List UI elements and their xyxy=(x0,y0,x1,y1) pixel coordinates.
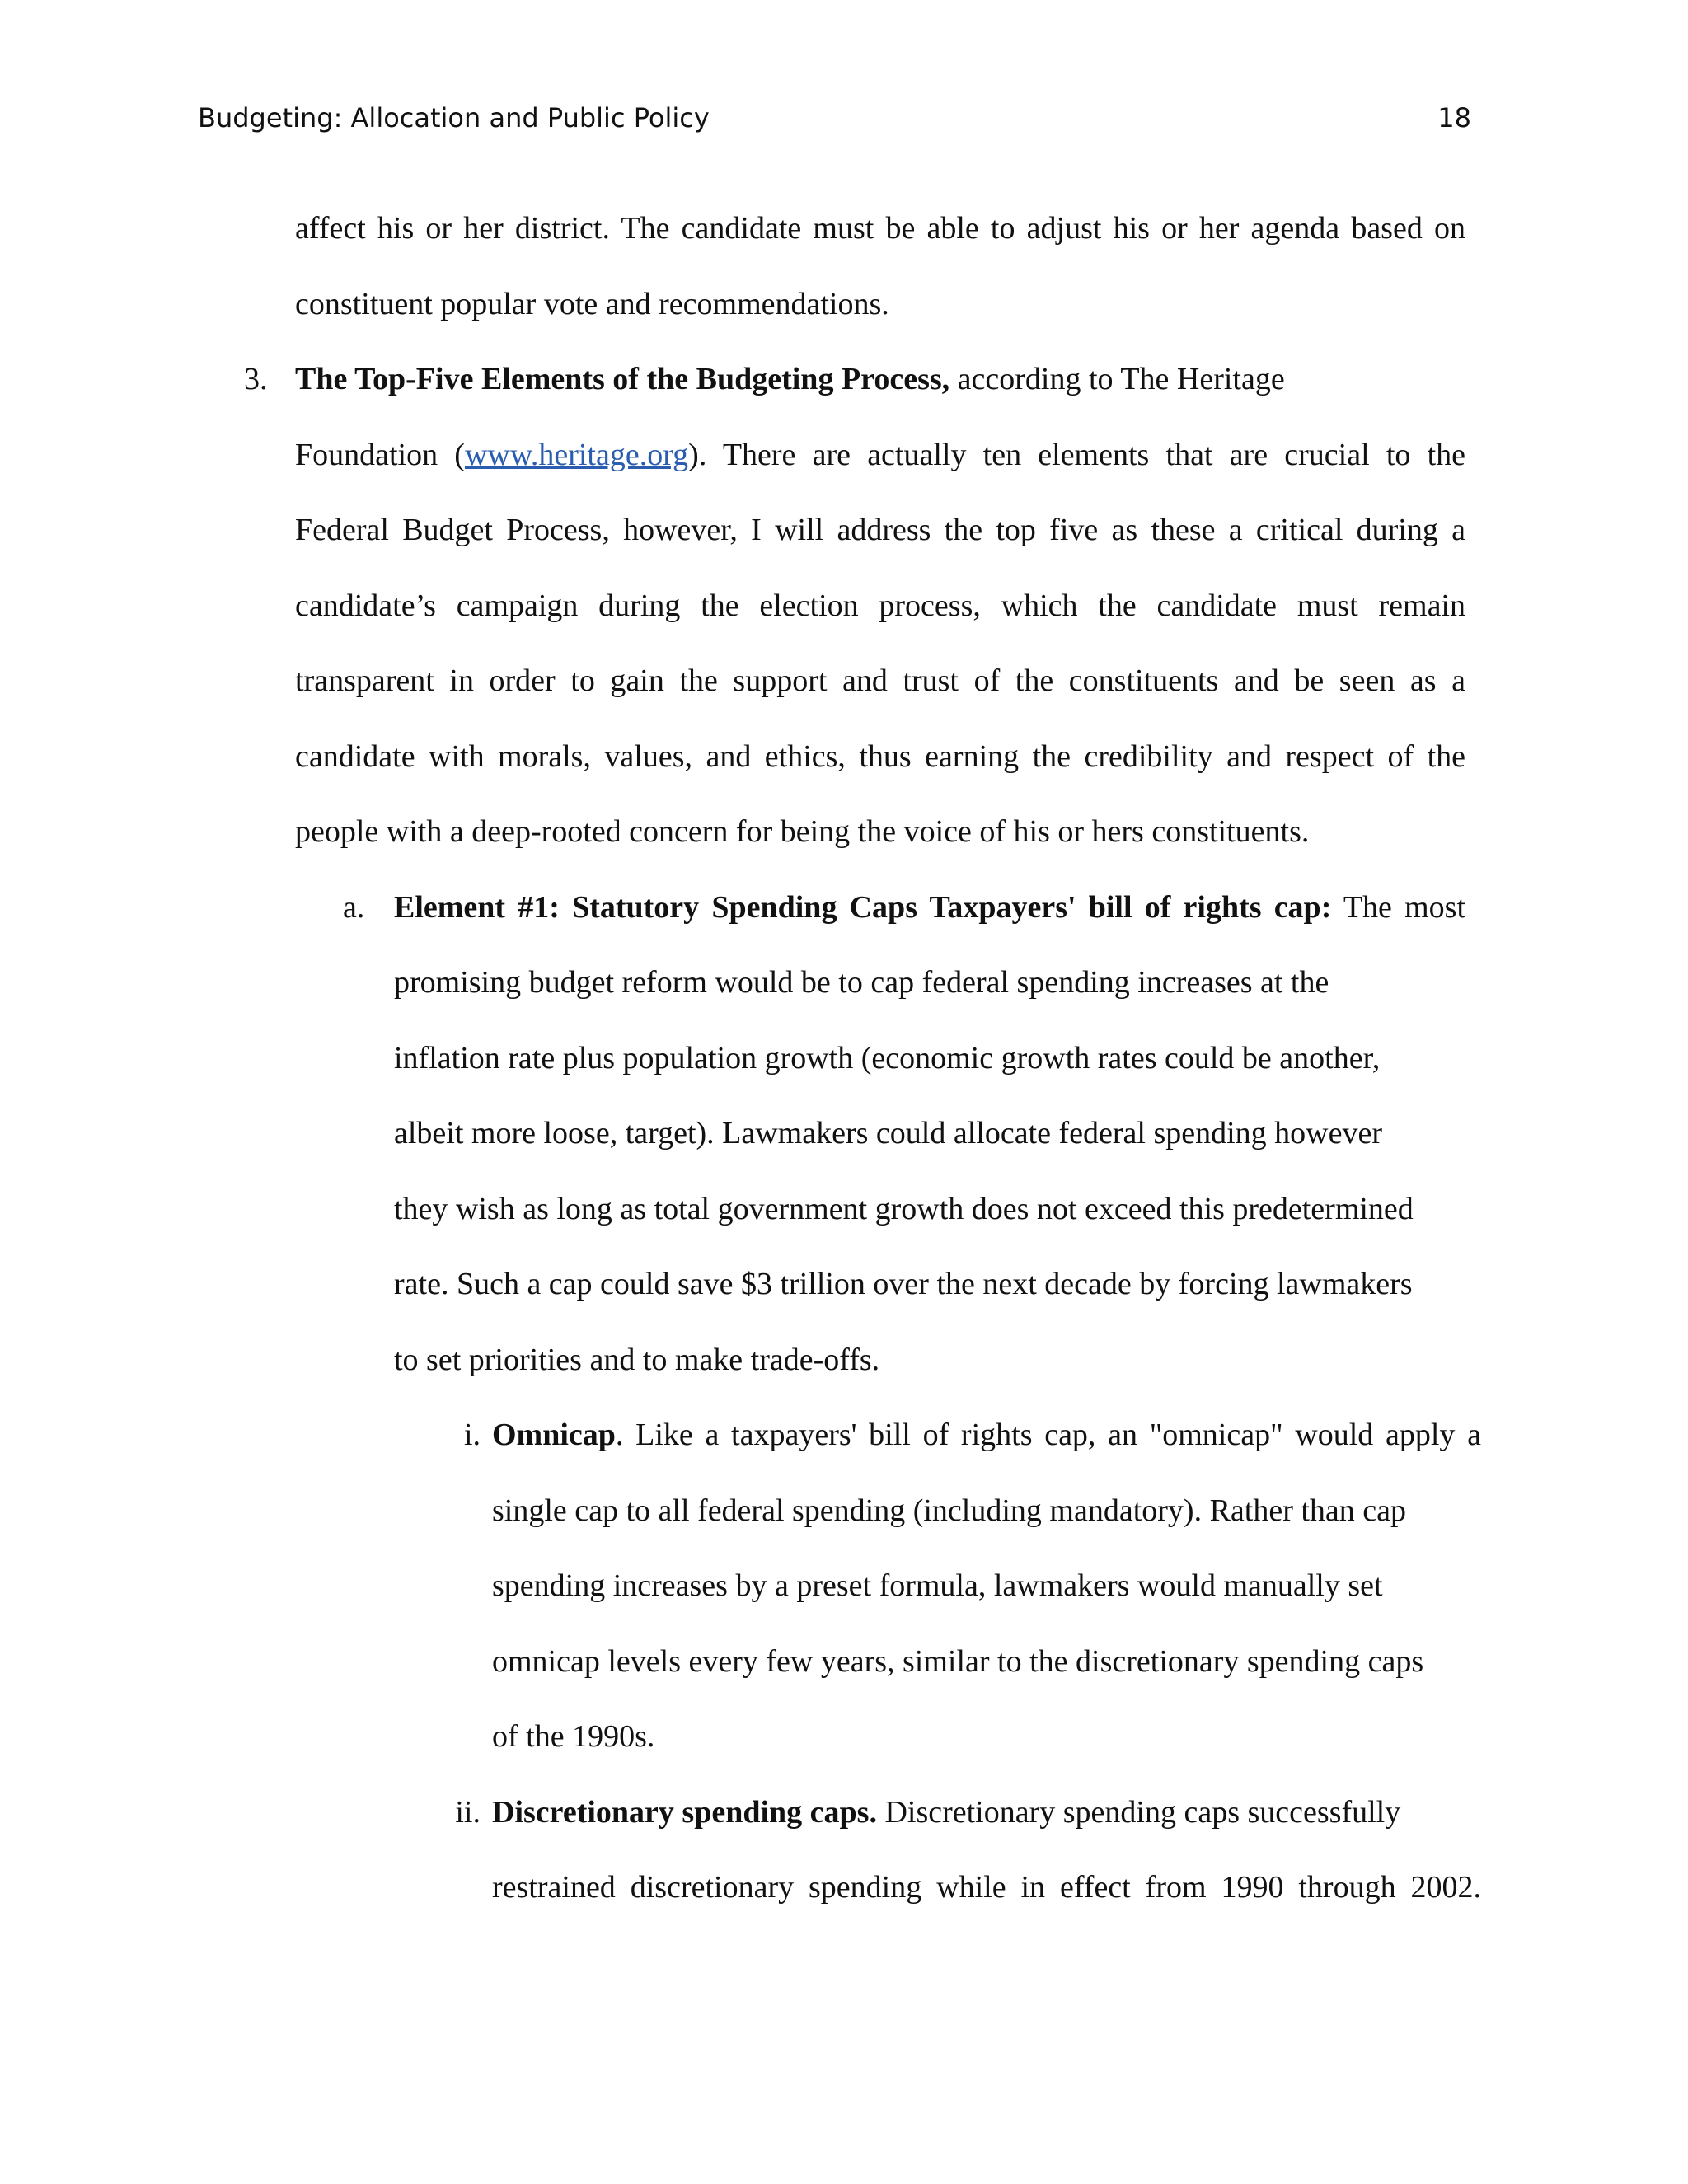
text-line: they wish as long as total government growth does not exceed this predetermined xyxy=(394,1191,1414,1226)
text-line: candidate with morals, values, and ethics, thus earning the credibility and respect of the xyxy=(295,738,1465,774)
page-number: 18 xyxy=(1437,102,1471,134)
list-marker: a. xyxy=(343,889,365,925)
list-item-a xyxy=(343,870,1466,1399)
text-run: Foundation ( xyxy=(295,437,465,472)
text-line: inflation rate plus population growth (economic growth rates could be another, xyxy=(394,1040,1381,1076)
text-line xyxy=(295,418,1465,494)
text-run: Discretionary spending caps successfully xyxy=(876,1794,1401,1830)
text-line: albeit more loose, target). Lawmakers could allocate federal spending however xyxy=(394,1116,1382,1151)
text-line: affect his or her district. The candidate must be able to adjust his or her agenda based on xyxy=(295,211,1465,246)
list-item-ii xyxy=(455,1775,1481,1926)
text-run: The most xyxy=(1331,889,1466,925)
text-line: Federal Budget Process, however, I will address the top five as these a critical during a xyxy=(295,513,1465,547)
item-heading: Discretionary spending caps. xyxy=(492,1794,877,1830)
text-line: constituent popular vote and recommendations. xyxy=(295,286,889,321)
heritage-link[interactable]: www.heritage.org xyxy=(464,437,689,472)
text-line: omnicap levels every few years, similar to the discretionary spending caps xyxy=(492,1643,1424,1679)
item-heading: Omnicap xyxy=(492,1418,616,1452)
text-line: of the 1990s. xyxy=(492,1719,655,1754)
text-line xyxy=(394,870,1465,946)
document-body xyxy=(0,191,1688,1926)
text-line xyxy=(492,1775,1481,1851)
text-run: according to The Heritage xyxy=(950,362,1285,396)
text-line: rate. Such a cap could save $3 trillion over the next decade by forcing lawmakers xyxy=(394,1267,1413,1301)
list-item-i xyxy=(463,1398,1481,1775)
item-heading: Element #1: Statutory Spending Caps Taxpayers' bill of rights cap: xyxy=(394,889,1332,925)
text-line: people with a deep-rooted concern for being the voice of his or hers constituents. xyxy=(295,814,1310,849)
text-line: spending increases by a preset formula, lawmakers would manually set xyxy=(492,1568,1383,1603)
item-heading: The Top-Five Elements of the Budgeting Process, xyxy=(295,362,950,396)
list-marker: 3. xyxy=(244,362,268,396)
text-line: to set priorities and to make trade-offs. xyxy=(394,1342,880,1377)
text-run: . Like a taxpayers' bill of rights cap, an "omnicap" would apply a xyxy=(615,1418,1481,1452)
list-marker: i. xyxy=(463,1418,481,1452)
text-run: ). There are actually ten elements that are crucial to the xyxy=(688,437,1465,472)
continuation-paragraph xyxy=(295,191,1465,342)
list-marker: ii. xyxy=(455,1794,481,1830)
running-head-title: Budgeting: Allocation and Public Policy xyxy=(198,102,710,134)
text-line: restrained discretionary spending while in effect from 1990 through 2002. xyxy=(492,1870,1481,1905)
text-line xyxy=(492,1398,1481,1474)
text-line: single cap to all federal spending (including mandatory). Rather than cap xyxy=(492,1493,1407,1528)
list-item-3 xyxy=(244,342,1465,870)
text-line xyxy=(295,342,1465,418)
text-line: transparent in order to gain the support and trust of the constituents and be seen as a xyxy=(295,663,1465,698)
text-line: candidate’s campaign during the election process, which the candidate must remain xyxy=(295,588,1465,623)
running-head xyxy=(198,97,1471,138)
text-line: promising budget reform would be to cap federal spending increases at the xyxy=(394,965,1329,1000)
